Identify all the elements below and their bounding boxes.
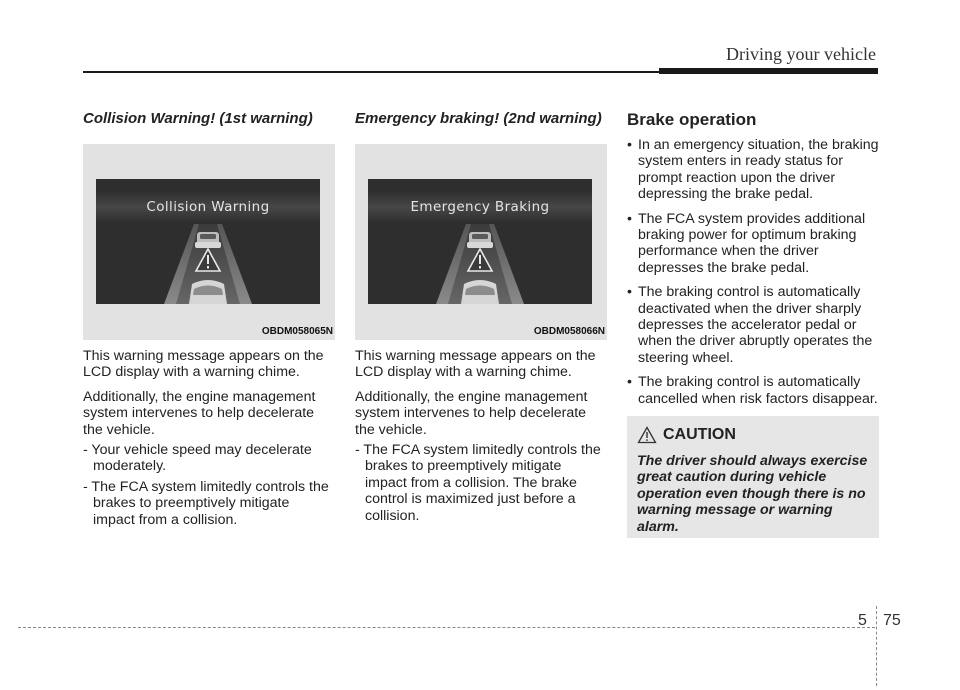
- list-item-text: The FCA system provides additional braking power for optimum braking performance when the driver depresses the brake pedal.: [638, 210, 866, 276]
- section-title: Brake operation: [627, 110, 757, 129]
- figure-emergency-braking: [355, 144, 607, 340]
- bullet-icon: •: [627, 137, 632, 153]
- list-item: [627, 374, 879, 407]
- list-item-text: In an emergency situation, the braking system enters in ready status for prompt reaction upon the driver depressing the brake pedal.: [638, 137, 879, 203]
- footer-rule: [18, 627, 875, 628]
- footer-divider: [876, 606, 877, 686]
- paragraph: Additionally, the engine management system intervenes to help decelerate the vehicle.: [83, 388, 316, 438]
- list-item: [627, 137, 879, 203]
- paragraph: This warning message appears on the LCD display with a warning chime.: [83, 348, 324, 381]
- bullet-icon: •: [627, 284, 632, 301]
- section-brake-operation: [627, 110, 879, 415]
- section-title: Collision Warning! (1st warning): [83, 110, 313, 127]
- list-item: [627, 211, 879, 277]
- section-emergency-braking: [355, 110, 607, 524]
- warning-triangle-icon: [637, 426, 657, 444]
- lcd-message: Emergency Braking: [410, 199, 550, 215]
- bullet-icon: •: [627, 210, 632, 227]
- caution-title: CAUTION: [663, 426, 736, 443]
- header-rule-accent: [659, 68, 878, 74]
- road-scene-illustration: [368, 179, 592, 304]
- figure-code: OBDM058066N: [533, 326, 605, 337]
- chapter-number: 5: [858, 612, 867, 629]
- page-number: 75: [883, 612, 901, 629]
- lcd-display: [96, 179, 320, 304]
- caution-box: [627, 416, 879, 538]
- list-item: [627, 284, 879, 366]
- list-item: - The FCA system limitedly controls the brakes to preemptively mitigate impact from a collision.: [83, 478, 329, 528]
- list-item: - Your vehicle speed may decelerate moderately.: [83, 442, 312, 475]
- section-collision-warning: [83, 110, 335, 528]
- header-rule: [83, 71, 661, 73]
- paragraph: This warning message appears on the LCD display with a warning chime.: [355, 348, 596, 381]
- own-car-icon: [189, 280, 227, 304]
- list-item-text: The braking control is automatically deactivated when the driver sharply depresses the accelerator pedal or when the driver abruptly operates the steering wheel.: [638, 284, 873, 366]
- bullet-icon: •: [627, 374, 632, 391]
- figure-collision-warning: [83, 144, 335, 340]
- bullet-list: [627, 137, 879, 407]
- caution-text: The driver should always exercise great caution during vehicle operation even though there is no warning message or warning alarm.: [637, 453, 868, 535]
- running-header: Driving your vehicle: [726, 44, 876, 64]
- paragraph: Additionally, the engine management system intervenes to help decelerate the vehicle.: [355, 388, 588, 438]
- list-item-text: The braking control is automatically cancelled when risk factors disappear.: [638, 374, 878, 407]
- figure-code: OBDM058065N: [261, 326, 333, 337]
- caution-header: [637, 426, 736, 444]
- list-item: - The FCA system limitedly controls the brakes to preemptively mitigate impact from a collision. The brake control is maximized just before a collision.: [355, 442, 601, 524]
- lcd-message: Collision Warning: [146, 199, 270, 215]
- section-title: Emergency braking! (2nd warning): [355, 110, 602, 127]
- lcd-display: [368, 179, 592, 304]
- road-scene-illustration: [96, 179, 320, 304]
- own-car-icon: [461, 280, 499, 304]
- lead-car-icon: [195, 232, 221, 248]
- lead-car-icon: [467, 232, 493, 248]
